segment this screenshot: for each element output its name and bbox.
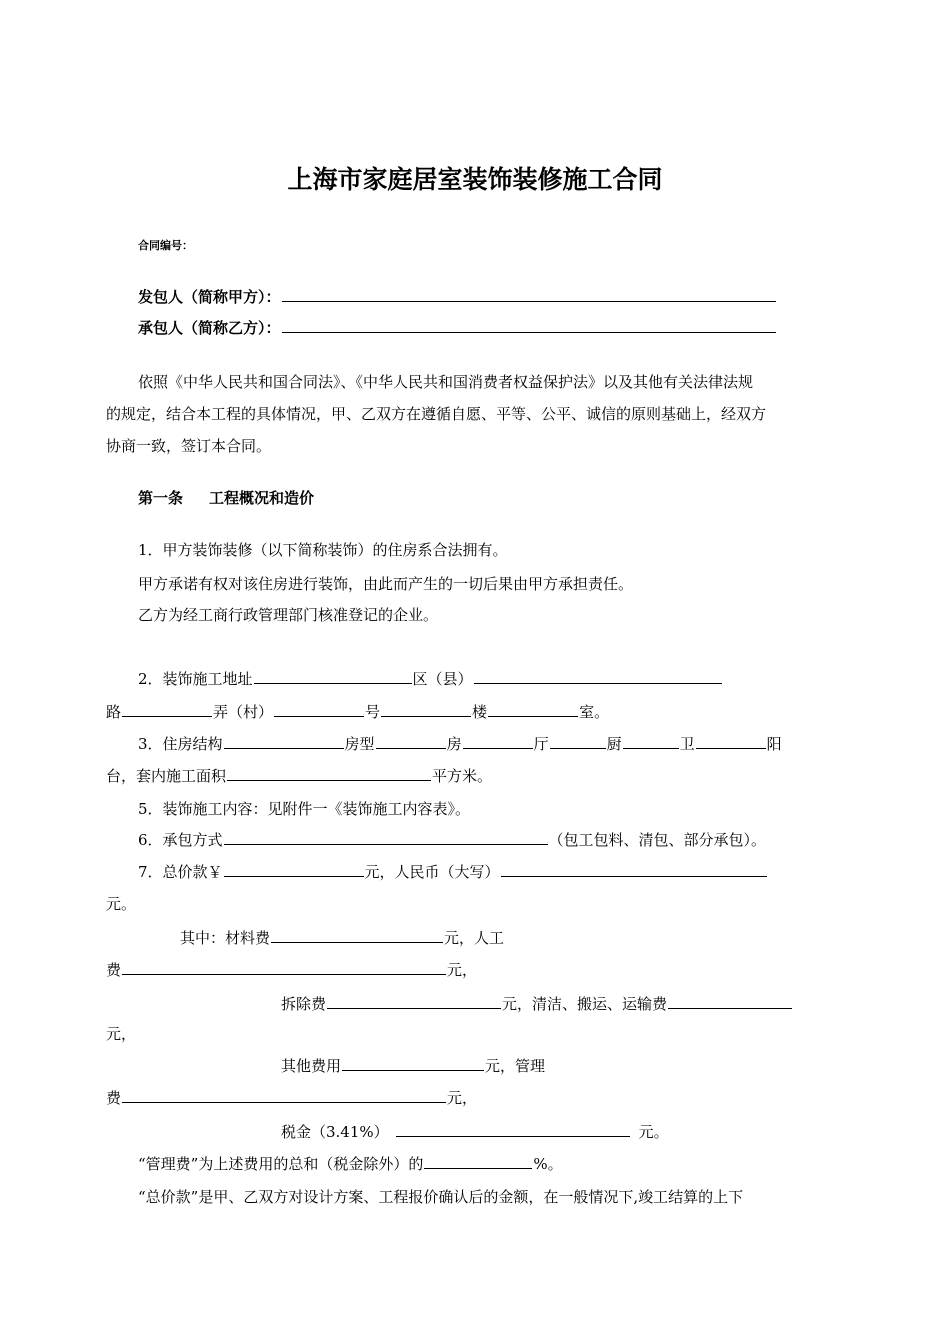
party-b-label: 承包人（简称乙方）：	[138, 319, 281, 337]
labor-fee-blank[interactable]	[122, 960, 446, 975]
clause-6-prefix: 6．承包方式	[138, 831, 223, 849]
fees-line-7	[281, 1122, 669, 1142]
type-blank[interactable]	[376, 734, 446, 749]
intro-line-3: 协商一致，签订本合同。	[106, 437, 272, 455]
clause-6-suffix: （包工包料、清包、部分承包）。	[548, 831, 767, 849]
intro-line-1: 依照《中华人民共和国合同法》、《中华人民共和国消费者权益保护法》以及其他有关法律法规	[138, 373, 754, 391]
intro-line-2: 的规定，结合本工程的具体情况，甲、乙双方在遵循自愿、平等、公平、诚信的原则基础上，经双方	[106, 405, 767, 423]
tax-label: 税金（3.41%）	[281, 1123, 389, 1141]
contract-mode-blank[interactable]	[224, 830, 548, 845]
contract-number-label: 合同编号：	[138, 239, 193, 252]
bath-label: 卫	[679, 735, 695, 753]
hall-blank[interactable]	[550, 734, 606, 749]
management-fee-label: 元，管理	[485, 1057, 546, 1075]
type-label: 房型	[344, 735, 375, 753]
management-percent-blank[interactable]	[424, 1154, 532, 1169]
tax-yuan-label: 元。	[638, 1123, 669, 1141]
district-blank[interactable]	[474, 669, 722, 684]
clause-2-prefix: 2．装饰施工地址	[138, 670, 253, 688]
other-fee-blank[interactable]	[342, 1056, 484, 1071]
party-b-line	[138, 318, 777, 338]
clause-3-prefix: 3．住房结构	[138, 735, 223, 753]
rooms-blank[interactable]	[463, 734, 533, 749]
party-b-blank[interactable]	[282, 318, 776, 333]
number-blank[interactable]	[381, 702, 471, 717]
road-blank[interactable]	[122, 702, 212, 717]
fees-line-6	[106, 1088, 477, 1108]
percent-label: %。	[533, 1155, 563, 1173]
material-fee-label: 其中：材料费	[180, 929, 271, 947]
total-price-words-blank[interactable]	[501, 862, 767, 877]
clause-7-end: 元。	[106, 895, 137, 913]
building-blank[interactable]	[488, 702, 578, 717]
clause-2-line-2	[106, 702, 609, 722]
clause-7-mid: 元，人民币（大写）	[364, 863, 500, 881]
kitchen-blank[interactable]	[623, 734, 679, 749]
number-label: 号	[365, 703, 381, 721]
district-label: 区（县）	[412, 670, 473, 688]
cleaning-fee-blank[interactable]	[668, 994, 792, 1009]
lane-blank[interactable]	[274, 702, 364, 717]
clause-1-line-2: 甲方承诺有权对该住房进行装饰，由此而产生的一切后果由甲方承担责任。	[138, 575, 634, 593]
party-a-line	[138, 287, 777, 307]
clause-3-line-2	[106, 766, 492, 786]
article-1-number: 第一条	[138, 489, 184, 507]
hall-label: 厅	[533, 735, 549, 753]
area-unit: 平方米。	[432, 767, 493, 785]
area-blank[interactable]	[227, 766, 431, 781]
management-note	[138, 1154, 563, 1174]
labor-fee-label-cont: 费	[106, 961, 122, 979]
fees-line-1	[180, 928, 504, 948]
address-blank[interactable]	[254, 669, 412, 684]
room-label: 室。	[579, 703, 610, 721]
labor-fee-label: 元，人工	[444, 929, 505, 947]
lane-label: 弄（村）	[213, 703, 274, 721]
fees-line-4: 元，	[106, 1025, 137, 1043]
tax-blank[interactable]	[396, 1122, 630, 1137]
document-title: 上海市家庭居室装饰装修施工合同	[287, 165, 663, 194]
demolition-fee-label: 拆除费	[281, 995, 327, 1013]
yuan-label: 元，	[447, 961, 478, 979]
area-label: 台，套内施工面积	[106, 767, 227, 785]
clause-3-line-1	[138, 734, 782, 754]
building-label: 楼	[472, 703, 488, 721]
total-price-blank[interactable]	[224, 862, 364, 877]
clause-7-prefix: 7．总价款￥	[138, 863, 223, 881]
bath-blank[interactable]	[696, 734, 766, 749]
management-note-text: “管理费”为上述费用的总和（税金除外）的	[138, 1155, 424, 1173]
fees-line-5	[281, 1056, 545, 1076]
balcony-label: 阳	[766, 735, 782, 753]
party-a-label: 发包人（简称甲方）：	[138, 288, 281, 306]
fees-line-2	[106, 960, 477, 980]
material-fee-blank[interactable]	[271, 928, 443, 943]
structure-blank[interactable]	[224, 734, 344, 749]
article-1-title: 工程概况和造价	[209, 489, 315, 507]
clause-1-line-3: 乙方为经工商行政管理部门核准登记的企业。	[138, 606, 439, 624]
clause-1-line-1: 1．甲方装饰装修（以下简称装饰）的住房系合法拥有。	[138, 541, 508, 559]
management-fee-blank[interactable]	[122, 1088, 446, 1103]
cleaning-fee-label: 元，清洁、搬运、运输费	[502, 995, 668, 1013]
clause-6	[138, 830, 766, 850]
demolition-fee-blank[interactable]	[327, 994, 501, 1009]
kitchen-label: 厨	[606, 735, 622, 753]
party-a-blank[interactable]	[282, 287, 776, 302]
clause-7-line-1	[138, 862, 768, 882]
article-1-heading	[138, 488, 314, 508]
clause-2-line-1	[138, 669, 723, 689]
fees-line-3	[281, 994, 793, 1014]
total-price-note: “总价款”是甲、乙双方对设计方案、工程报价确认后的金额，在一般情况下,竣工结算的上下	[138, 1188, 744, 1206]
other-fee-label: 其他费用	[281, 1057, 342, 1075]
yuan-label-2: 元，	[447, 1089, 478, 1107]
road-label: 路	[106, 703, 122, 721]
rooms-label: 房	[446, 735, 462, 753]
clause-5: 5．装饰施工内容：见附件一《装饰施工内容表》。	[138, 800, 471, 818]
management-fee-label-cont: 费	[106, 1089, 122, 1107]
